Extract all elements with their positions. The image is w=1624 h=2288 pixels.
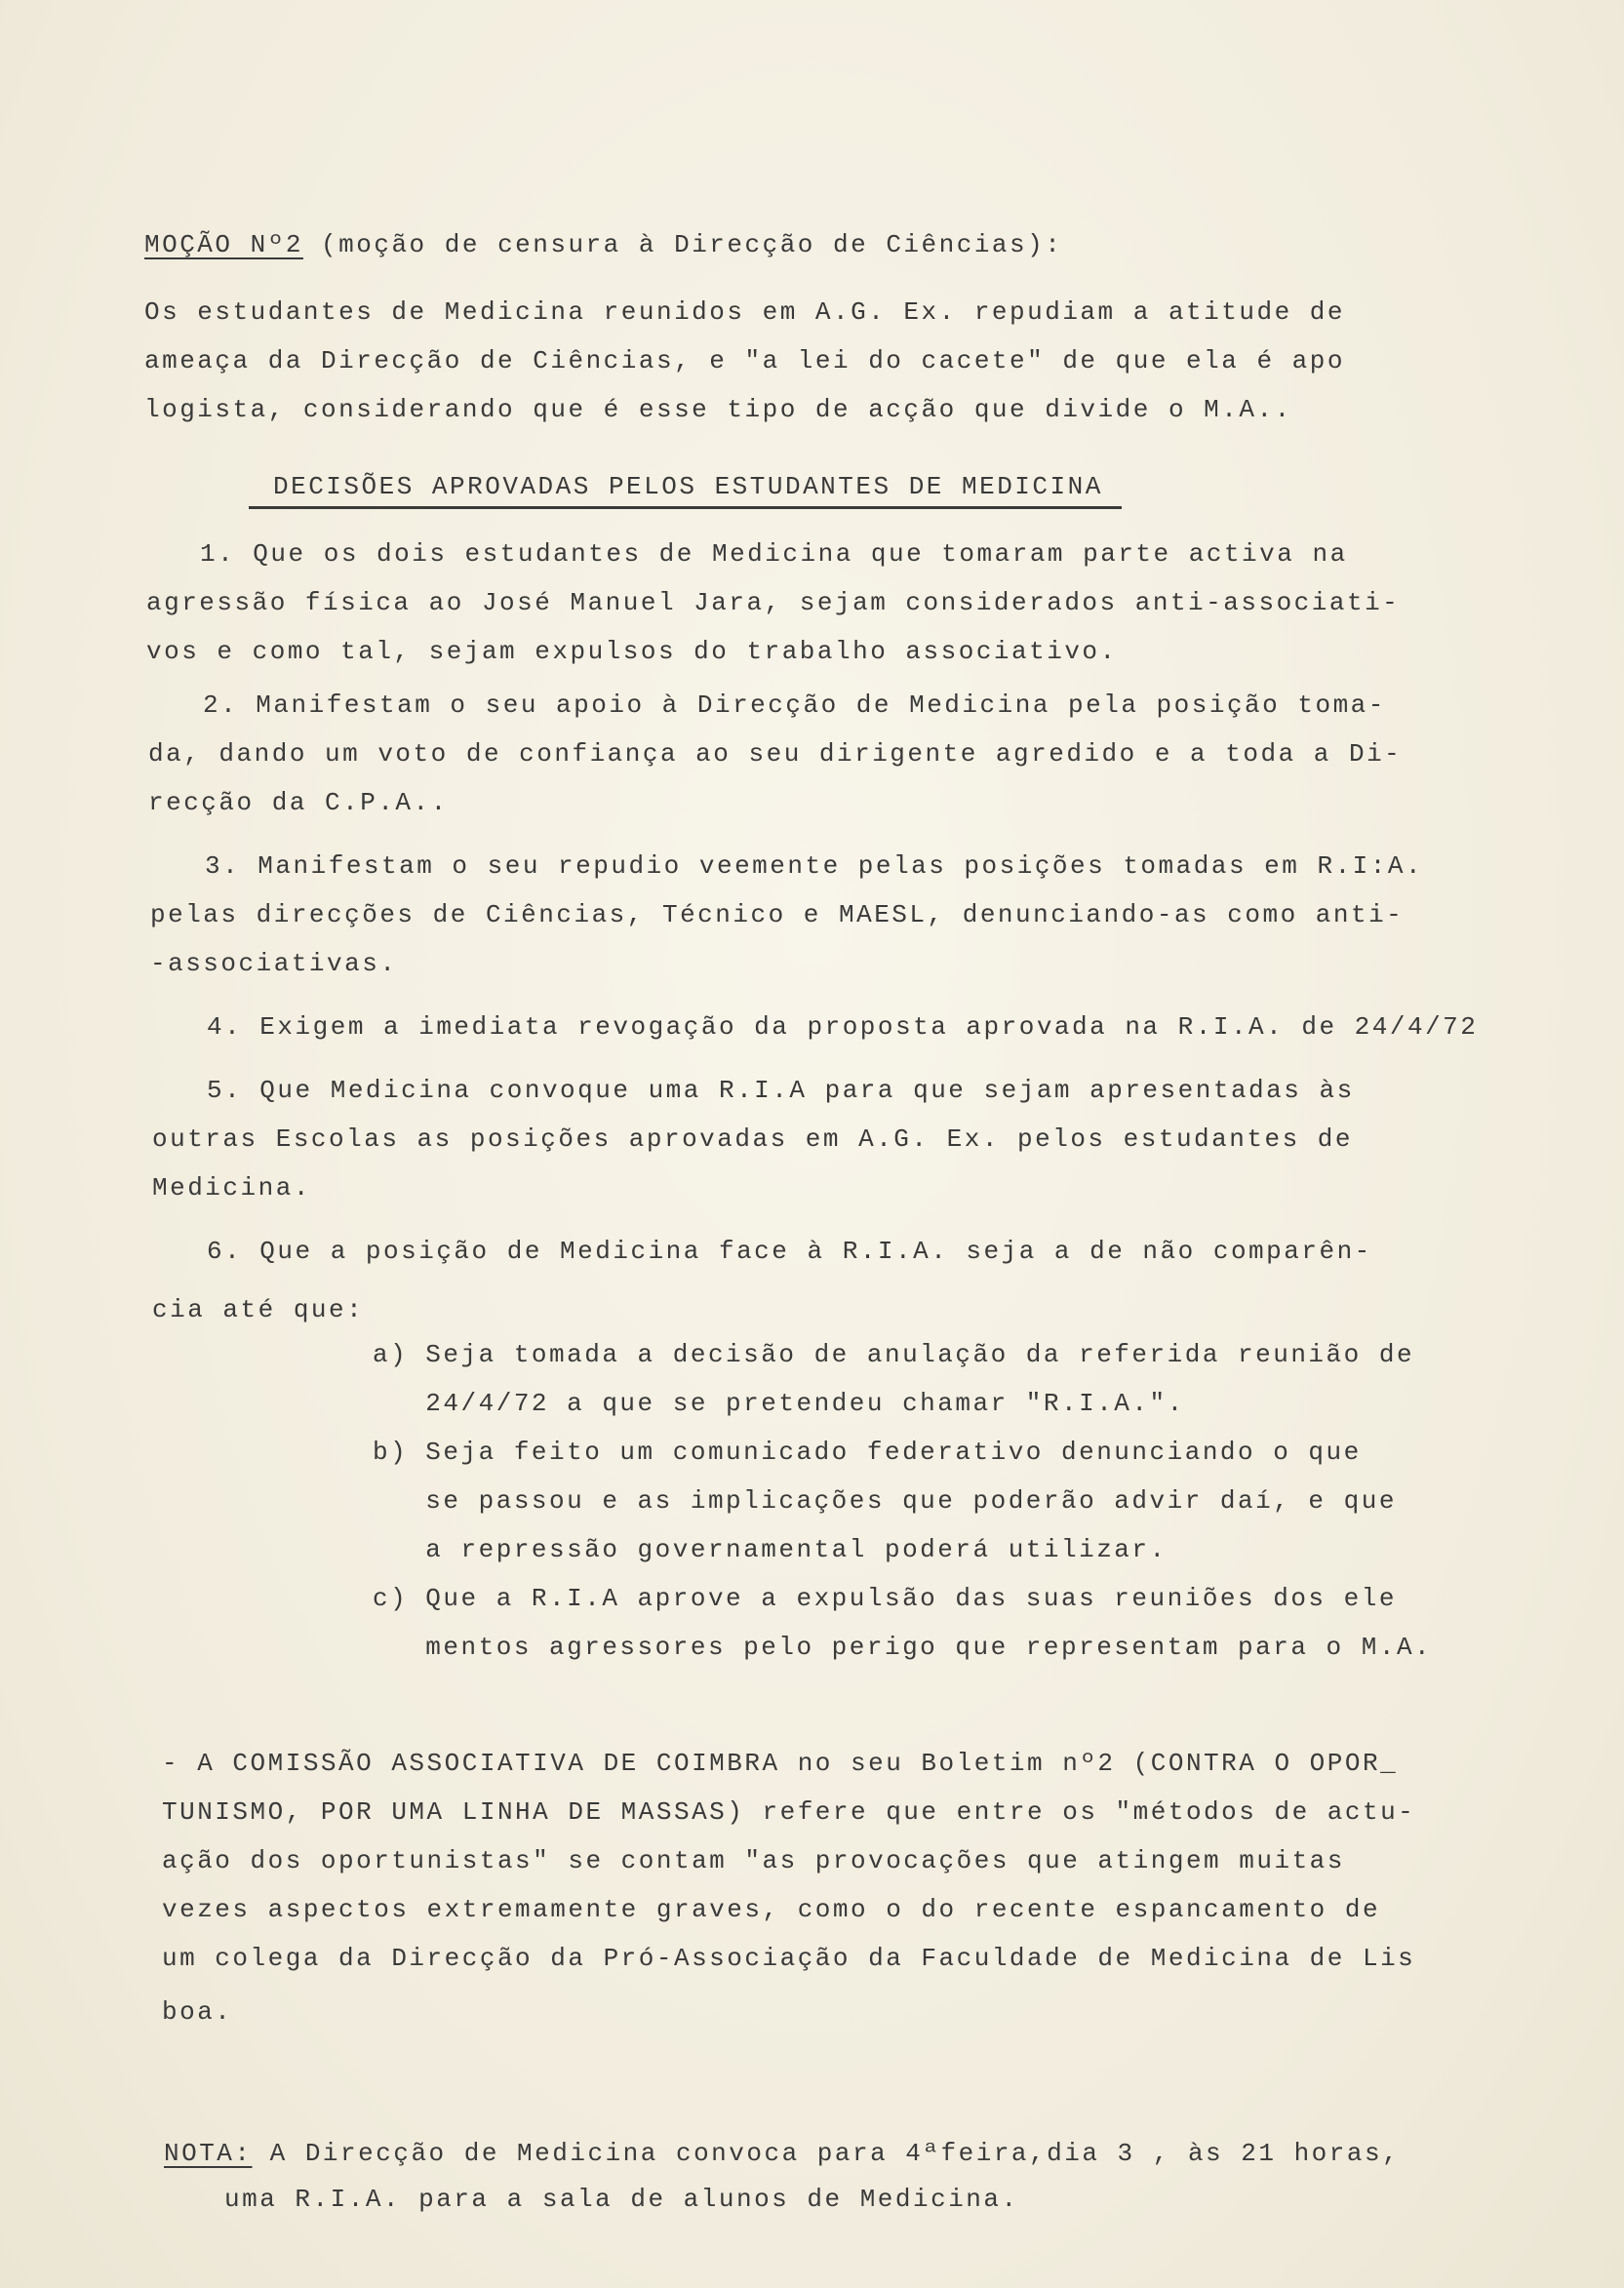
comissao-line: um colega da Direcção da Pró-Associação da Faculdade de Medicina de Lis bbox=[162, 1944, 1416, 1973]
decisao-item-line: agressão física ao José Manuel Jara, sejam considerados anti-associati- bbox=[146, 588, 1401, 617]
mocao-line: Os estudantes de Medicina reunidos em A.G. Ex. repudiam a atitude de bbox=[144, 297, 1345, 327]
decisao-item-line: da, dando um voto de confiança ao seu dirigente agredido e a toda a Di- bbox=[148, 739, 1403, 769]
nota-line-2: uma R.I.A. para a sala de alunos de Medicina. bbox=[224, 2185, 1019, 2214]
decisao-item-line: 2. Manifestam o seu apoio à Direcção de Medicina pela posição toma- bbox=[203, 690, 1386, 720]
decisao-item-line: -associativas. bbox=[150, 949, 398, 978]
decisao-item-line: 5. Que Medicina convoque uma R.I.A para que sejam apresentadas às bbox=[207, 1076, 1355, 1105]
subitem-line: mentos agressores pelo perigo que representam para o M.A. bbox=[373, 1633, 1433, 1662]
comissao-line: ação dos oportunistas" se contam "as provocações que atingem muitas bbox=[162, 1846, 1345, 1875]
nota-label: NOTA: bbox=[164, 2139, 253, 2168]
comissao-line: boa. bbox=[162, 1997, 233, 2027]
decisao-item-line: Medicina. bbox=[152, 1173, 311, 1203]
subitem-line: 24/4/72 a que se pretendeu chamar "R.I.A.". bbox=[373, 1389, 1185, 1418]
subitem-line: c) Que a R.I.A aprove a expulsão das suas reuniões dos ele bbox=[373, 1584, 1397, 1613]
nota-line-1 bbox=[164, 2139, 1400, 2168]
decisao-item-line: 4. Exigem a imediata revogação da proposta aprovada na R.I.A. de 24/4/72 bbox=[207, 1012, 1479, 1042]
decisao-item-line: pelas direcções de Ciências, Técnico e MAESL, denunciando-as como anti- bbox=[150, 900, 1405, 929]
decisoes-heading-text: DECISÕES APROVADAS PELOS ESTUDANTES DE MEDICINA bbox=[273, 472, 1103, 501]
nota-text: A Direcção de Medicina convoca para 4ªfeira,dia 3 , às 21 horas, bbox=[252, 2139, 1401, 2168]
mocao-title bbox=[144, 230, 1062, 259]
decisao-item-line: recção da C.P.A.. bbox=[148, 788, 449, 817]
comissao-line: vezes aspectos extremamente graves, como o do recente espancamento de bbox=[162, 1895, 1381, 1924]
subitem-line: a repressão governamental poderá utilizar. bbox=[373, 1535, 1168, 1564]
subitem-line: b) Seja feito um comunicado federativo denunciando o que bbox=[373, 1438, 1362, 1467]
comissao-line: TUNISMO, POR UMA LINHA DE MASSAS) refere que entre os "métodos de actu- bbox=[162, 1797, 1416, 1827]
mocao-label: MOÇÃO Nº2 bbox=[144, 230, 303, 259]
subitem-line: se passou e as implicações que poderão advir daí, e que bbox=[373, 1486, 1397, 1516]
decisao-item-line: 1. Que os dois estudantes de Medicina que tomaram parte activa na bbox=[200, 539, 1348, 569]
decisao-item-line: 6. Que a posição de Medicina face à R.I.A. seja a de não comparên- bbox=[207, 1237, 1372, 1266]
mocao-title-rest: (moção de censura à Direcção de Ciências): bbox=[302, 230, 1063, 259]
decisao-item-line: cia até que: bbox=[152, 1295, 365, 1324]
comissao-line: - A COMISSÃO ASSOCIATIVA DE COIMBRA no seu Boletim nº2 (CONTRA O OPOR_ bbox=[162, 1749, 1399, 1778]
decisao-item-line: 3. Manifestam o seu repudio veemente pelas posições tomadas em R.I:A. bbox=[205, 851, 1424, 881]
mocao-line: ameaça da Direcção de Ciências, e "a lei do cacete" de que ela é apo bbox=[144, 346, 1345, 375]
decisao-item-line: vos e como tal, sejam expulsos do trabalho associativo. bbox=[146, 637, 1118, 666]
mocao-line: logista, considerando que é esse tipo de acção que divide o M.A.. bbox=[144, 395, 1292, 424]
decisao-item-line: outras Escolas as posições aprovadas em A.G. Ex. pelos estudantes de bbox=[152, 1124, 1353, 1154]
decisoes-heading bbox=[249, 468, 1122, 509]
subitem-line: a) Seja tomada a decisão de anulação da referida reunião de bbox=[373, 1340, 1415, 1369]
